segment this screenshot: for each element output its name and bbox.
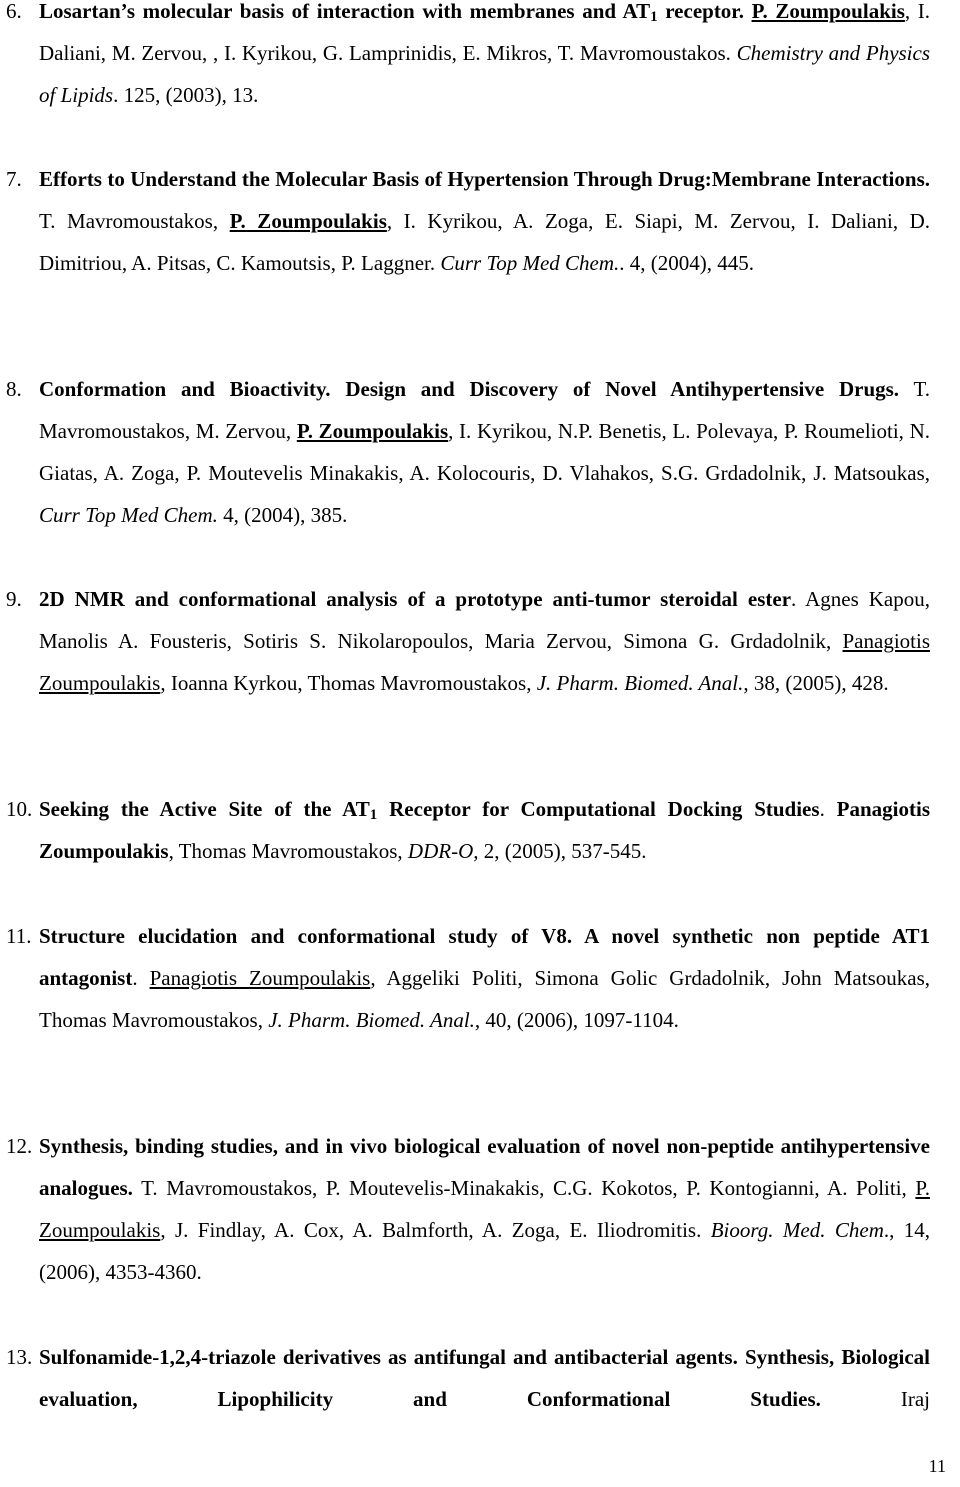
reference-entry-12 — [6, 1125, 930, 1293]
highlighted-author: P. Zoumpoulakis — [39, 1176, 930, 1242]
reference-authors: Iraj — [820, 1387, 930, 1411]
citation-details: . 4, (2004), 445. — [619, 251, 755, 275]
reference-number: 11. — [6, 924, 32, 948]
reference-authors-cont: , I. Kyrikou, N.P. Benetis, L. Polevaya, P. Roumelioti, N. Giatas, A. Zoga, P. Moutevelis Minakakis, A. Kolocouris, D. Vlahakos, S.G. Grdadolnik, J. Matsoukas, — [39, 419, 930, 485]
citation-details: 4, (2004), 385. — [217, 503, 348, 527]
reference-number: 9. — [6, 587, 22, 611]
highlighted-author: P. Zoumpoulakis — [229, 209, 387, 233]
reference-title: Synthesis, binding studies, and in vivo biological evaluation of novel non-peptide antihypertensive analogues. — [39, 1134, 930, 1200]
journal-name: Curr Top Med Chem. — [440, 251, 620, 275]
citation-details: , 40, (2006), 1097-1104. — [474, 1008, 679, 1032]
reference-body — [39, 0, 930, 116]
highlighted-author: Panagiotis Zoumpoulakis — [39, 797, 930, 863]
citation-details: , 38, (2005), 428. — [743, 671, 889, 695]
reference-authors: . — [132, 966, 150, 990]
page-number: 11 — [928, 1456, 946, 1476]
reference-body — [39, 915, 930, 1041]
reference-title: 2D NMR and conformational analysis of a prototype anti-tumor steroidal ester — [39, 587, 792, 611]
reference-number: 8. — [6, 377, 22, 401]
reference-title: Efforts to Understand the Molecular Basis of Hypertension Through Drug:Membrane Interactions. — [39, 167, 930, 191]
reference-entry-13 — [6, 1336, 930, 1420]
journal-name: Bioorg. Med. Chem — [710, 1218, 884, 1242]
reference-body — [39, 578, 930, 704]
reference-authors-cont: , I. Kyrikou, A. Zoga, E. Siapi, M. Zervou, I. Daliani, D. Dimitriou, A. Pitsas, C. Kamoutsis, P. Laggner. — [39, 209, 931, 275]
reference-number: 10. — [6, 797, 33, 821]
reference-authors: T. Mavromoustakos, — [39, 209, 230, 233]
reference-number: 7. — [6, 167, 22, 191]
reference-authors-cont: , Thomas Mavromoustakos, — [168, 839, 408, 863]
highlighted-author: P. Zoumpoulakis — [296, 419, 449, 443]
reference-authors-cont: , Ioanna Kyrkou, Thomas Mavromoustakos, — [160, 671, 537, 695]
reference-title: Seeking the Active Site of the $AT_1$ Receptor for Computational Docking Studies — [39, 797, 820, 823]
reference-body — [39, 158, 930, 284]
reference-entry-7 — [6, 158, 930, 284]
citation-details: . 125, (2003), 13. — [113, 83, 259, 107]
journal-name: J. Pharm. Biomed. Anal. — [268, 1008, 475, 1032]
journal-name: J. Pharm. Biomed. Anal. — [536, 671, 744, 695]
citation-details: ., 14, (2006), 4353-4360. — [39, 1218, 930, 1284]
reference-entry-10 — [6, 788, 930, 872]
reference-entry-8 — [6, 368, 930, 536]
reference-title: Losartan’s molecular basis of interaction with membranes and $AT_1$ receptor. — [39, 0, 744, 25]
reference-entry-9 — [6, 578, 930, 704]
highlighted-author: Panagiotis Zoumpoulakis — [39, 629, 930, 695]
reference-authors: , I. Daliani, M. Zervou, , I. Kyrikou, G. Lamprinidis, E. Mikros, T. Mavromoustakos. — [39, 0, 930, 65]
citation-details: 2, (2005), 537-545. — [478, 839, 647, 863]
highlighted-author: Panagiotis Zoumpoulakis — [149, 966, 371, 990]
reference-authors-cont: , J. Findlay, A. Cox, A. Balmforth, A. Zoga, E. Iliodromitis. — [160, 1218, 711, 1242]
reference-number: 6. — [6, 0, 22, 23]
reference-number: 13. — [6, 1345, 33, 1369]
reference-body — [39, 1125, 930, 1293]
reference-title: Conformation and Bioactivity. Design and Discovery of Novel Antihypertensive Drugs. — [39, 377, 900, 401]
highlighted-author: P. Zoumpoulakis — [751, 0, 905, 23]
reference-title: Structure elucidation and conformational study of V8. A novel synthetic non peptide AT1 antagonist — [39, 924, 930, 990]
reference-authors: T. Mavromoustakos, M. Zervou, — [39, 377, 931, 443]
reference-authors: T. Mavromoustakos, P. Moutevelis-Minakakis, C.G. Kokotos, P. Kontogianni, A. Politi, — [132, 1176, 916, 1200]
reference-entry-11 — [6, 915, 930, 1041]
reference-entry-6 — [6, 0, 930, 116]
reference-body: Seeking the Active Site of the $AT_1$ Receptor for Computational Docking Studies. Panagiotis Zoumpoulakis, Thomas Mavromoustakos, DDR-O, 2, (2005), 537-545. — [39, 797, 930, 863]
reference-body — [39, 1336, 930, 1420]
journal-name: Curr Top Med Chem. — [39, 503, 218, 527]
reference-number: 12. — [6, 1134, 33, 1158]
journal-name: Chemistry and Physics of Lipids — [39, 41, 931, 107]
reference-authors-cont: , Aggeliki Politi, Simona Golic Grdadolnik, John Matsoukas, Thomas Mavromoustakos, — [39, 966, 930, 1032]
reference-authors: . Agnes Kapou, Manolis A. Fousteris, Sotiris S. Nikolaropoulos, Maria Zervou, Simona G. Grdadolnik, — [39, 587, 930, 653]
reference-title: Sulfonamide-1,2,4-triazole derivatives as antifungal and antibacterial agents. Synthesis, Biological evaluation, Lipophilicity and Conformational Studies. — [39, 1345, 930, 1411]
reference-body — [39, 368, 930, 536]
journal-name: DDR-O, — [407, 839, 479, 863]
